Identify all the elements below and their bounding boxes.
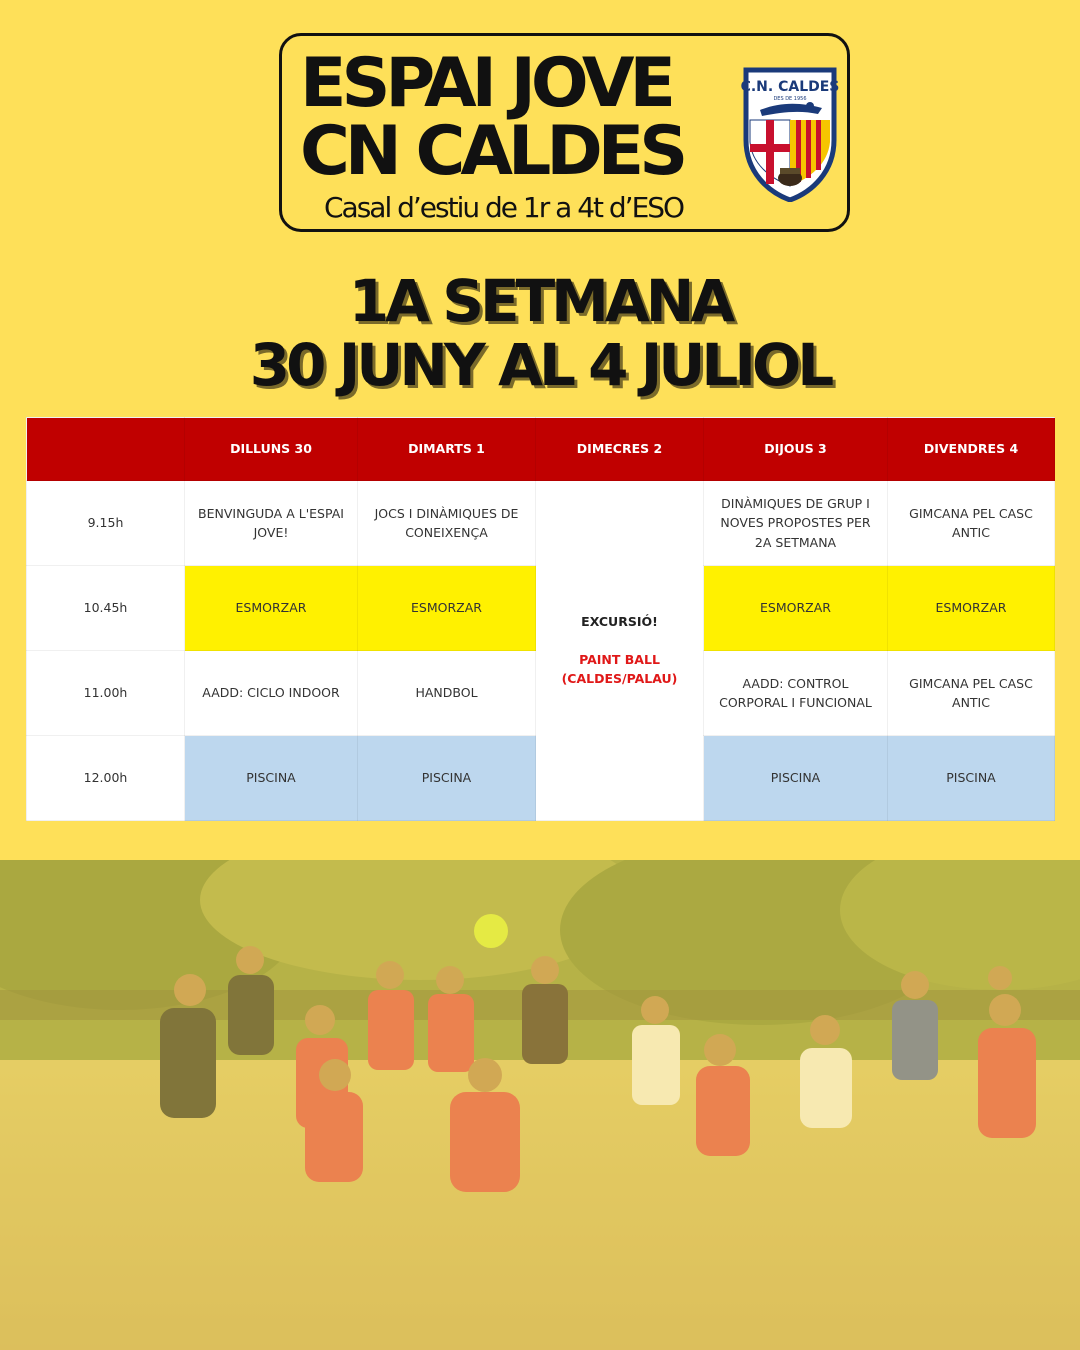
day-header: DILLUNS 30: [185, 418, 358, 481]
snack-cell: ESMORZAR: [888, 566, 1055, 651]
time-cell: 10.45h: [27, 566, 185, 651]
time-cell: 11.00h: [27, 651, 185, 736]
day-header: DIMARTS 1: [358, 418, 536, 481]
activity-cell: GIMCANA PEL CASC ANTIC: [888, 481, 1055, 566]
day-header: DIVENDRES 4: [888, 418, 1055, 481]
excursion-detail: PAINT BALL (CALDES/PALAU): [561, 651, 678, 687]
table-row: [27, 481, 1055, 566]
group-activity-photo: [0, 860, 1080, 1350]
header-logo-box: [279, 33, 850, 232]
crest-small-text: DES DE 1956: [773, 96, 807, 102]
activity-cell: GIMCANA PEL CASC ANTIC: [888, 651, 1055, 736]
title-line-2: CN CALDES: [300, 112, 684, 191]
week-title: 1A SETMANA: [348, 267, 732, 335]
pool-cell: PISCINA: [185, 736, 358, 821]
corner-cell: [27, 418, 185, 481]
crest-text: C.N. CALDES: [740, 79, 840, 95]
day-header: DIMECRES 2: [536, 418, 704, 481]
snack-cell: ESMORZAR: [185, 566, 358, 651]
activity-cell: BENVINGUDA A L'ESPAI JOVE!: [185, 481, 358, 566]
snack-cell: ESMORZAR: [704, 566, 888, 651]
activity-cell: HANDBOL: [358, 651, 536, 736]
time-cell: 9.15h: [27, 481, 185, 566]
activity-cell: AADD: CICLO INDOOR: [185, 651, 358, 736]
club-crest-icon: [740, 62, 840, 202]
photo-illustration: [0, 860, 1080, 1350]
schedule-table: [26, 417, 1055, 821]
activity-cell: DINÀMIQUES DE GRUP I NOVES PROPOSTES PER 2A SETMANA: [704, 481, 888, 566]
pool-cell: PISCINA: [358, 736, 536, 821]
pool-cell: PISCINA: [704, 736, 888, 821]
snack-cell: ESMORZAR: [358, 566, 536, 651]
week-dates: 30 JUNY AL 4 JULIOL: [249, 331, 831, 399]
excursion-cell: [536, 481, 704, 821]
pool-cell: PISCINA: [888, 736, 1055, 821]
excursion-title: EXCURSIÓ!: [581, 614, 658, 630]
header-subtitle: Casal d’estiu de 1r a 4t d’ESO: [324, 191, 684, 224]
title-line-1: ESPAI JOVE: [300, 44, 671, 123]
time-cell: 12.00h: [27, 736, 185, 821]
header-row: [27, 418, 1055, 481]
activity-cell: AADD: CONTROL CORPORAL I FUNCIONAL: [704, 651, 888, 736]
activity-cell: JOCS I DINÀMIQUES DE CONEIXENÇA: [358, 481, 536, 566]
day-header: DIJOUS 3: [704, 418, 888, 481]
